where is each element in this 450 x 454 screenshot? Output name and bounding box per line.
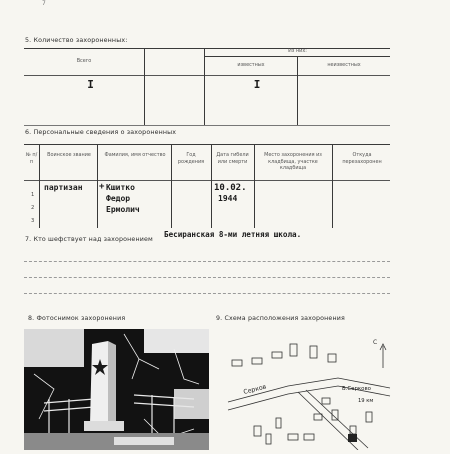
entry-name-first: Федор xyxy=(106,194,131,203)
compass-label: С xyxy=(373,339,378,346)
th-name: Фамилия, имя отчество xyxy=(104,152,166,158)
entry-name-surname: Кшитко xyxy=(106,183,135,192)
col-header-total: Всего xyxy=(76,58,92,64)
th-rank: Воинское звание xyxy=(47,152,91,158)
entry-rank: партизан xyxy=(44,183,83,192)
value-total: I xyxy=(87,78,94,91)
entry-death-date: 10.02. xyxy=(214,183,247,193)
direction-label: Б.Серково xyxy=(342,386,371,392)
value-known: I xyxy=(253,78,261,91)
patron-value: Бесиранская 8-ми летняя школа. xyxy=(164,230,302,239)
th-reburied-from: Откуда перезахоронен xyxy=(342,152,382,165)
th-birth-year: Год рождения xyxy=(177,152,205,165)
row-number-1: 1 xyxy=(31,192,35,198)
distance-label: 19 км xyxy=(358,398,374,404)
entry-name-patronymic: Ермолич xyxy=(106,205,140,214)
th-number: № п/п xyxy=(25,152,38,165)
location-scheme xyxy=(218,330,392,450)
col-header-unknown: неизвестных xyxy=(327,62,361,68)
section-5-title: 5. Количество захороненных: xyxy=(25,37,128,44)
col-header-including: Из них: xyxy=(288,48,307,54)
section-7-title: 7. Кто шефствует над захоронением xyxy=(25,236,153,243)
page-corner-mark: 7 xyxy=(42,0,46,7)
section-9-title: 9. Схема расположения захоронения xyxy=(216,315,345,322)
section-6-title: 6. Персональные сведения о захороненных xyxy=(25,129,177,136)
entry-dash: + xyxy=(99,182,105,192)
th-burial-place: Место захоронения из кладбища, участке кладбища xyxy=(264,152,322,171)
col-header-known: известных xyxy=(237,62,265,68)
row-number-2: 2 xyxy=(31,205,35,211)
row-number-3: 3 xyxy=(31,218,35,224)
road-label: Серков xyxy=(242,383,268,396)
section-8-title: 8. Фотоснимок захоронения xyxy=(28,315,126,322)
entry-death-year: 1944 xyxy=(218,194,238,203)
th-death-date: Дата гибели или смерти xyxy=(216,152,249,165)
burial-photo xyxy=(24,329,209,450)
